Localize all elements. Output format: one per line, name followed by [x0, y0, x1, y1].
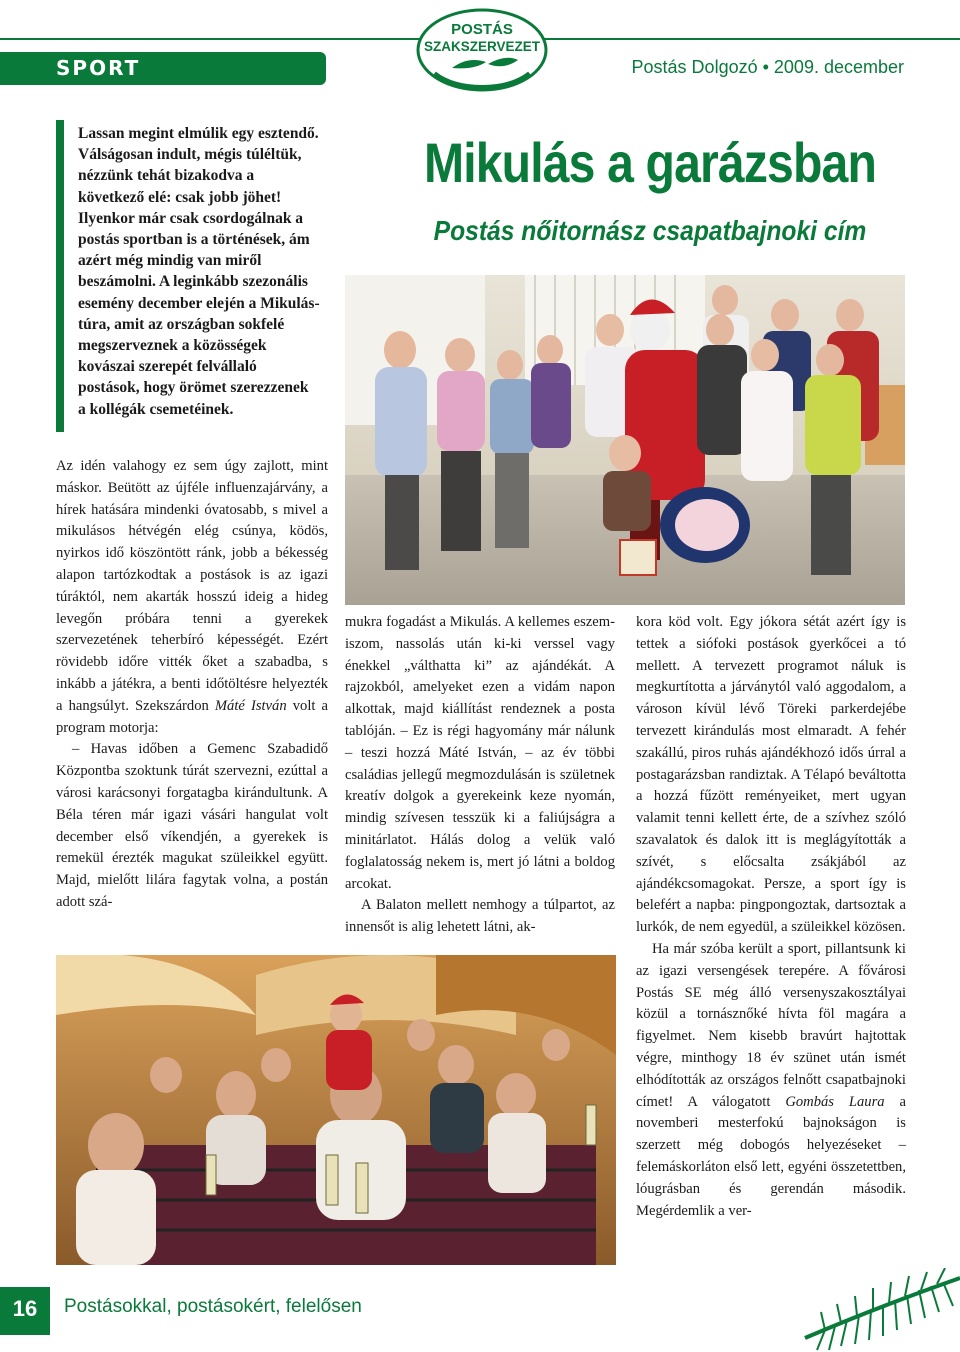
section-tab: [0, 52, 326, 85]
issue-line: Postás Dolgozó • 2009. december: [631, 57, 904, 77]
logo-line1: POSTÁS: [451, 21, 513, 38]
postas-szakszervezet-logo: [412, 4, 552, 92]
column3-paragraph-1: kora köd volt. Egy jókora sétát azért így is tettek a siófoki postások gyerkőcei a tó mellett. A tervezett programot náluk is megkurtította a járványtól való aggodalom, a városon kívül lévő Töreki parkerdejébe tervezett kirándulás most elmaradt. A fehér szakállú, piros ruhás ajándékhozó idős úrral a postagarázsban randiztak. A Télapó beváltotta a hozzá fűzött reményeiket, mert ugyan valamit tenni kellett érte, de a szívhez szóló szavalatok és dalok itt is meglágyították a szívét, s előcsalta zsákjából az ajándékcsomagokat. Persze, a sport így is belefért a napba: pingpongoztak, dartsoztak a lurkók, de nem egyedül, a szüleikkel közösen.: [636, 614, 906, 936]
article-column-3: [636, 612, 906, 1222]
column1-paragraph-1: [56, 456, 328, 739]
photo-cellar-party: [56, 955, 616, 1265]
column1-paragraph-2: – Havas időben a Gemenc Szabadidő Központba szoktunk túrát szervezni, ezúttal a városi karácsonyi forgatagba kirándultunk. A Béla téren már igazi vásári hangulat volt december első víkendjén, a gyerekek is remekül érezték magukat szüleikkel együtt. Majd, mielőtt lilára fagytak volna, a postán adott szá-: [56, 741, 328, 910]
lead-accent-bar: [56, 120, 64, 432]
column3-paragraph-2: [636, 939, 906, 1222]
page-number: 16: [12, 1296, 38, 1321]
column2-paragraph-2: A Balaton mellett nemhogy a túlpartot, az innensőt is alig lehetett látni, ak-: [345, 897, 615, 936]
article-lead: Lassan megint elmúlik egy esztendő. Válságosan indult, mégis túléltük, nézzünk tehát bizakodva a következő elé: csak jobb jöhet! Ilyenkor már csak csordogálnak a postás sportban is a történések, ám azért még mindig van miről beszámolni. A leginkább szezonális esemény december elején a Mikulás-túra, amit az országban sokfelé megszerveznek a közösségek kovászai szerepét felvállaló postások, hogy örömet szerezzenek a kollégák csemetéinek.: [78, 125, 320, 418]
article-column-1: [56, 456, 328, 914]
article-column-2: [345, 612, 615, 939]
logo-line2: SZAKSZERVEZET: [423, 39, 541, 54]
pine-branch-icon: [795, 1268, 960, 1352]
text-run: a novemberi mesterfokú bajnokságon is szerzett még dobogós helyezéseket – felemáskorláton első lett, egyéni összetettben, lóugrásban és gerendán második. Megérdemlik a ver-: [636, 1093, 906, 1219]
column2-paragraph-1: mukra fogadást a Mikulás. A kellemes eszem-iszom, nassolás után ki-ki verssel vagy énekkel „válthatta ki” az ajándékát. A rajzokból, amelyeket ezen a vidám napon alkottak, majd kiállítást rendeznek a posta tablóján. – Ez is régi hagyomány már nálunk – teszi hozzá Máté István, – az év többi családias jellegű megmozdulásán is születnek kreatív dolgok a gyerekeink keze nyomán, mindig szívesen tesszük ki a faliújságra a minitárlatot. Hálás dolog a velük való foglalatosság nekem is, mert jó látni a boldog arcokat.: [345, 614, 615, 892]
article-subtitle: Postás nőitornász csapatbajnoki cím: [433, 215, 867, 246]
text-run: Az idén valahogy ez sem úgy zajlott, mint máskor. Beütött az újféle influenzajárvány, a hírek hatására mindenki óvatosabb, s mivel a mikulásos hétvégén elég csúnya, ködös, nyirkos idő köszöntött ránk, jobb a békesség alapon tartózkodtak a postások is az igazi túráktól, nem akarták hosszú ideig a hideg levegőn próbára tenni a gyerekek szervezetének teherbíró képességét. Ezért rövidebb időre vitték őket a szabadba, s inkább a játékra, a benti időtöltésre helyezték a hangsúlyt. Szekszárdon: [56, 458, 328, 714]
person-name: Máté István: [214, 697, 287, 714]
article-title: Mikulás a garázsban: [423, 131, 877, 194]
section-label: SPORT: [56, 56, 141, 80]
text-run: Ha már szóba került a sport, pillantsunk ki az igazi versengések terepére. A fővárosi Postás SE még álló versenyszakosztályai közül a tornásznőké hívta föl magára a figyelmet. Nem kisebb bravúrt hajtottak végre, minthogy 18 év szünet után ismét elhódították az országos felnőtt csapatbajnoki címet! A válogatott: [636, 940, 906, 1110]
footer-tagline: Postásokkal, postásokért, felelősen: [64, 1296, 362, 1317]
person-name: Gombás Laura: [785, 1093, 885, 1110]
text-run: volt a program motorja:: [56, 697, 328, 736]
photo-children-with-santa: [345, 275, 905, 605]
